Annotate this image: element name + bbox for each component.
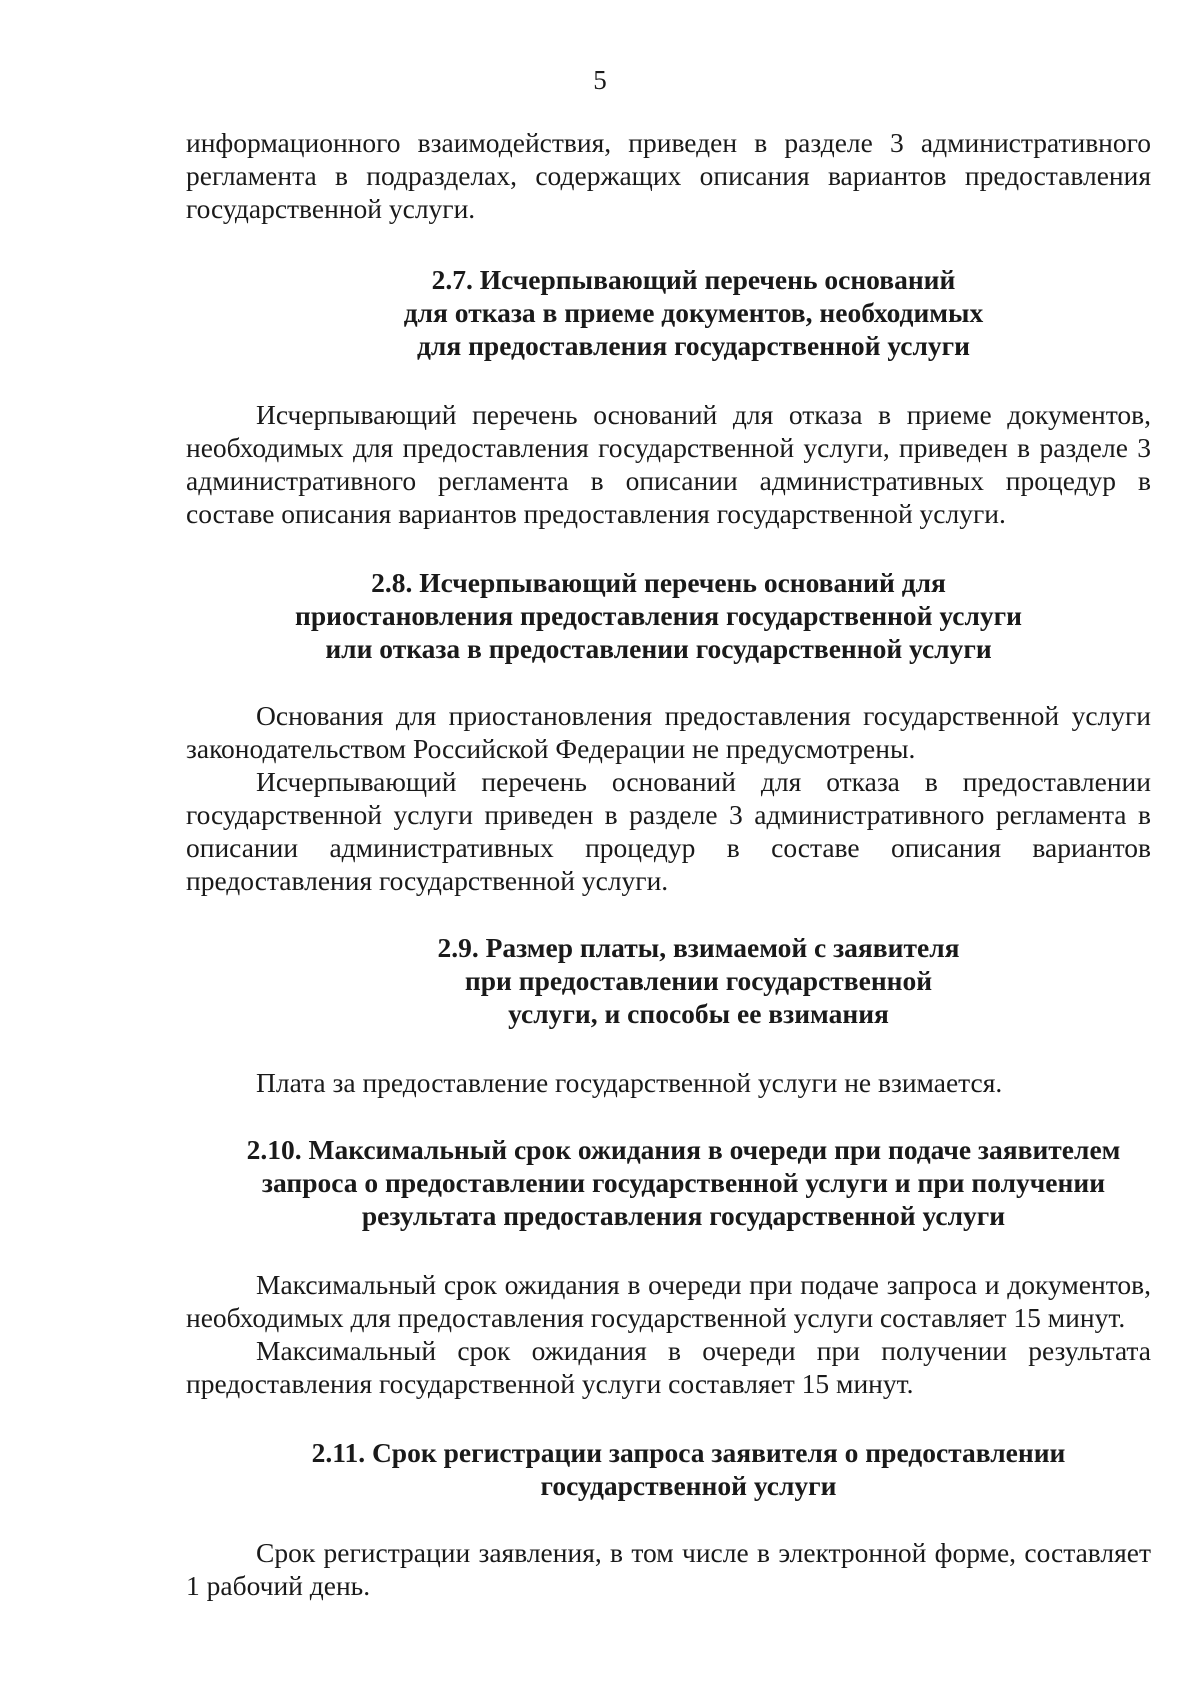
section-heading-2-11	[186, 1436, 1151, 1502]
heading-line: 2.7. Исчерпывающий перечень оснований	[431, 264, 956, 295]
heading-line: государственной услуги	[540, 1470, 837, 1501]
section-heading-2-10	[186, 1133, 1151, 1232]
intro-paragraph: информационного взаимодействия, приведен в разделе 3 административного регламента в подразделах, содержащих описания вариантов предоставления государственной услуги.	[186, 127, 1151, 224]
heading-line: результата предоставления государственной услуги	[361, 1200, 1006, 1231]
heading-line: 2.11. Срок регистрации запроса заявителя о предоставлении	[311, 1437, 1066, 1468]
section-2-8-paragraph: Исчерпывающий перечень оснований для отказа в предоставлении государственной услуги приведен в разделе 3 административного регламента в описании административных процедур в составе описания вариантов предоставления государственной услуги.	[186, 766, 1151, 896]
document-body	[186, 126, 1151, 1602]
heading-line: 2.8. Исчерпывающий перечень оснований для	[371, 567, 946, 598]
heading-line: услуги, и способы ее взимания	[508, 998, 889, 1029]
section-heading-2-9	[186, 931, 1151, 1030]
section-2-10-paragraph: Максимальный срок ожидания в очереди при получении результата предоставления государственной услуги составляет 15 минут.	[186, 1335, 1151, 1399]
heading-line: запроса о предоставлении государственной услуги и при получении	[261, 1167, 1106, 1198]
section-2-11-paragraph: Срок регистрации заявления, в том числе в электронной форме, составляет 1 рабочий день.	[186, 1537, 1151, 1601]
section-2-8-paragraph: Основания для приостановления предоставления государственной услуги законодательством Российской Федерации не предусмотрены.	[186, 700, 1151, 764]
heading-line: для предоставления государственной услуги	[416, 330, 971, 361]
section-heading-2-7	[186, 263, 1151, 362]
section-2-7-paragraph: Исчерпывающий перечень оснований для отказа в приеме документов, необходимых для предоставления государственной услуги, приведен в разделе 3 административного регламента в описании административных процедур в составе описания вариантов предоставления государственной услуги.	[186, 399, 1151, 529]
heading-line: или отказа в предоставлении государственной услуги	[325, 633, 992, 664]
heading-line: 2.10. Максимальный срок ожидания в очереди при подаче заявителем	[246, 1134, 1121, 1165]
page-number: 5	[593, 65, 607, 95]
heading-line: приостановления предоставления государственной услуги	[295, 600, 1022, 631]
section-2-10-paragraph: Максимальный срок ожидания в очереди при подаче запроса и документов, необходимых для предоставления государственной услуги составляет 15 минут.	[186, 1269, 1151, 1333]
section-2-9-paragraph: Плата за предоставление государственной услуги не взимается.	[256, 1067, 1003, 1098]
heading-line: для отказа в приеме документов, необходимых	[403, 297, 984, 328]
heading-line: 2.9. Размер платы, взимаемой с заявителя	[437, 932, 960, 963]
section-heading-2-8	[186, 566, 1151, 665]
heading-line: при предоставлении государственной	[464, 965, 933, 996]
